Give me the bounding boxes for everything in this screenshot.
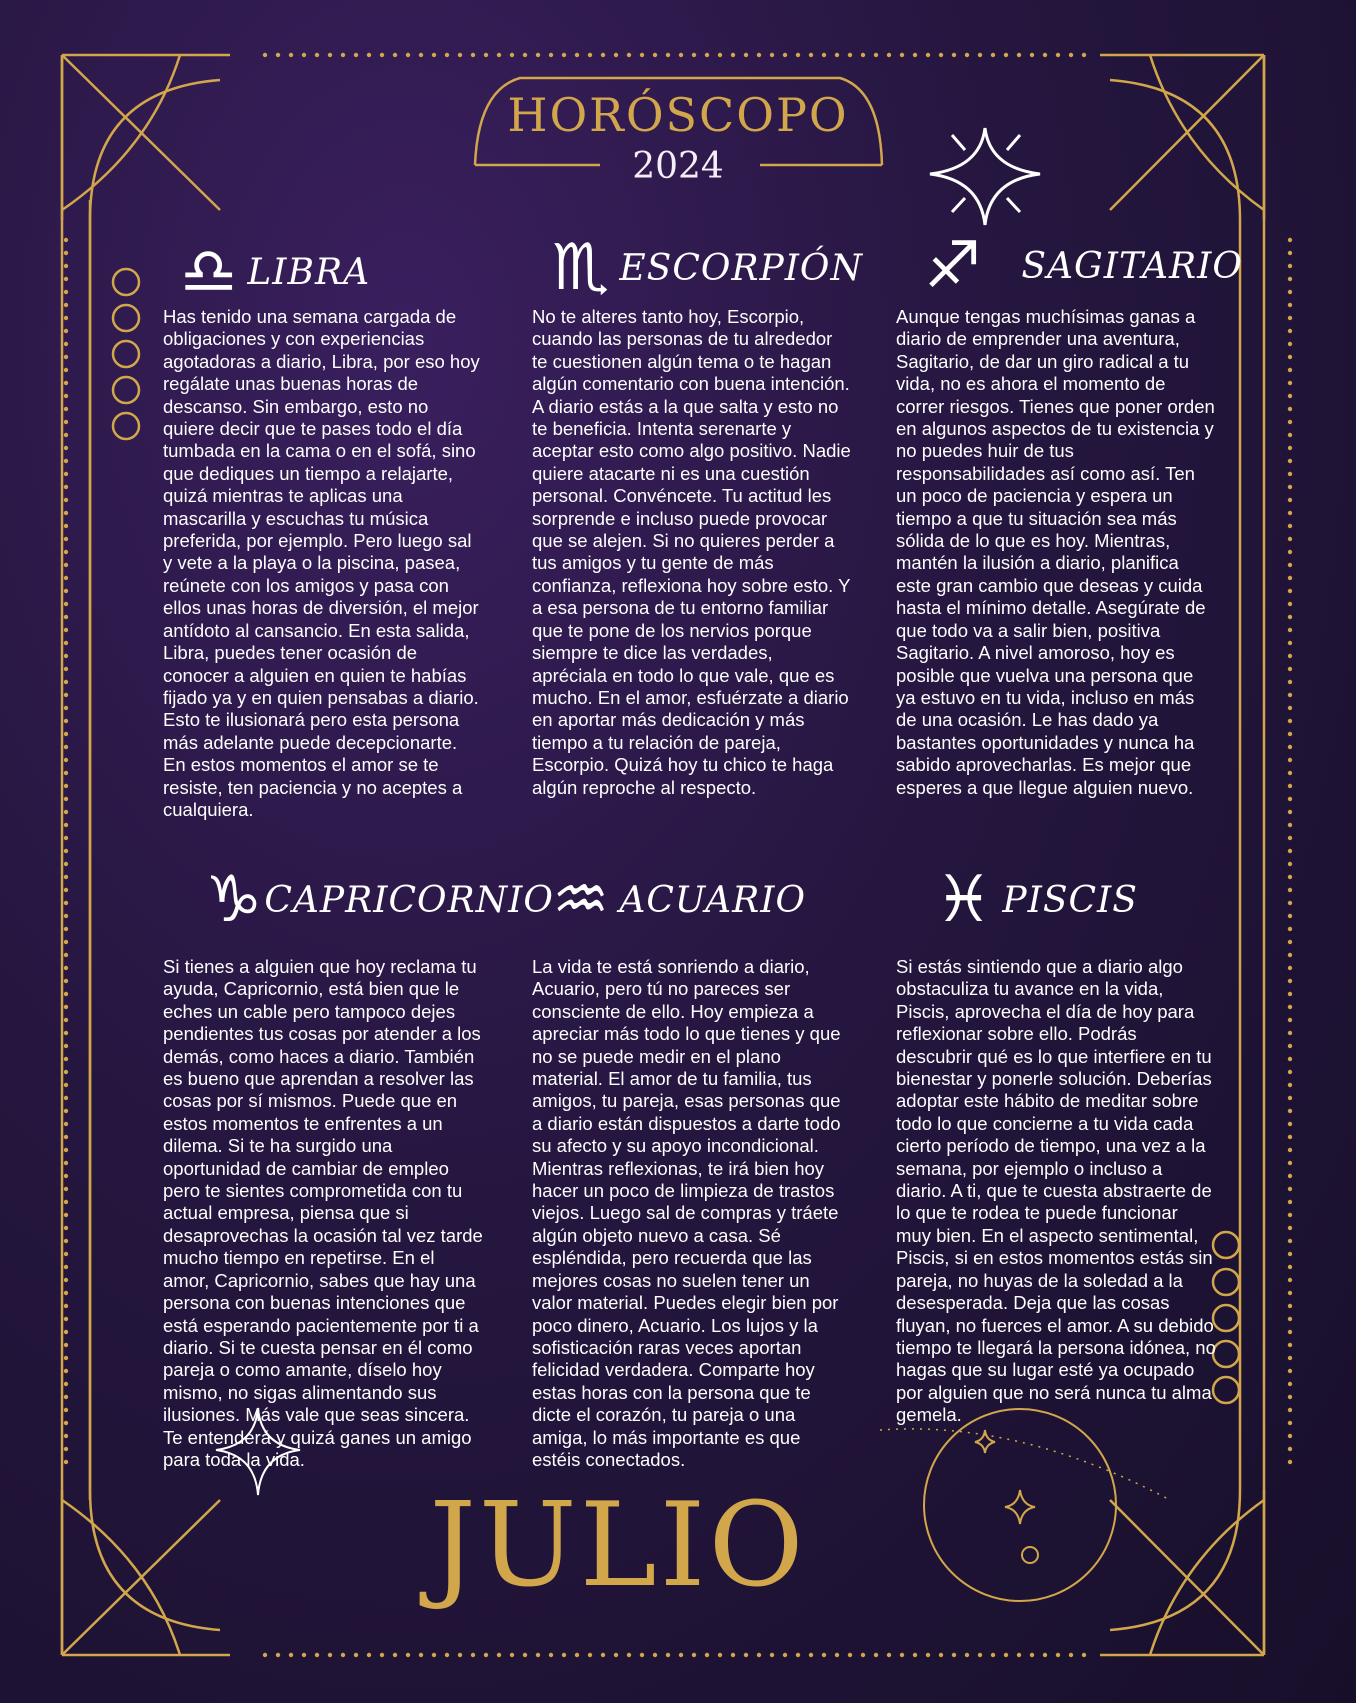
aquarius-title: ACUARIO (619, 879, 806, 921)
sagittarius-text: Aunque tengas muchísimas ganas a diario de emprender una aventura, Sagitario, de dar un giro radical a tu vida, no es ahora el momento de correr riesgos. Tienes que poner orden en algunos aspectos de tu existencia y no puedes huir de tus responsabilidades así como así. Ten un poco de paciencia y espera un tiempo a que tu situación sea más sólida de lo que es hoy. Mientras, mantén la ilusión a diario, planifica este gran cambio que deseas y cuida hasta el mínimo detalle. Asegúrate de que todo va a salir bien, positiva Sagitario. A nivel amoroso, hoy es posible que vuelva una persona que ya estuvo en tu vida, incluso en más de una ocasión. Le has dado ya bastantes oportunidades y nunca ha sabido aprovecharlas. Es mejor que esperes a que llegue alguien nuevo. (896, 306, 1215, 798)
scorpio-text: No te alteres tanto hoy, Escorpio, cuando las personas de tu alrededor te cuestionen algún tema o te hagan algún comentario con buena intención. A diario estás a la que salta y esto no te beneficia. Intenta serenarte y aceptar esto como algo positivo. Nadie quiere atacarte ni es una cuestión personal. Convéncete. Tu actitud les sorprende e incluso puede provocar que se alejen. Si no quieres perder a tus amigos y tu gente de más confianza, reflexiona hoy sobre esto. Y a esa persona de tu entorno familiar que te pone de los nervios porque siempre te dice las verdades, apréciala en todo lo que vale, que es mucho. En el amor, esfuérzate a diario en aportar más dedicación y más tiempo a tu relación de pareja, Escorpio. Quizá hoy tu chico te haga algún reproche al respecto. (532, 306, 851, 798)
year-label: 2024 (632, 146, 724, 187)
capricorn-title: CAPRICORNIO (264, 879, 554, 921)
aquarius-heading (552, 863, 806, 937)
pisces-heading (935, 863, 1138, 937)
aquarius-icon: ♒ (552, 863, 610, 937)
libra-heading (180, 235, 371, 309)
libra-title: LIBRA (247, 251, 371, 293)
scorpio-icon: ♏ (552, 231, 610, 305)
sagittarius-icon: ♐ (924, 229, 982, 303)
sagittarius-heading (924, 229, 1243, 303)
libra-icon: ♎ (180, 235, 238, 309)
sagittarius-title: SAGITARIO (1021, 245, 1243, 287)
scorpio-heading (552, 231, 863, 305)
capricorn-text: Si tienes a alguien que hoy reclama tu ayuda, Capricornio, está bien que le eches un cable pero tampoco dejes pendientes tus cosas por atender a los demás, como haces a diario. También es bueno que aprendan a resolver las cosas por sí mismos. Puede que en estos momentos te enfrentes a un dilema. Si te ha surgido una oportunidad de cambiar de empleo pero te sientes comprometida con tu actual empresa, piensa que si desaprovechas la ocasión tal vez tarde mucho tiempo en repetirse. En el amor, Capricornio, sabes que hay una persona con buenas intenciones que está esperando pacientemente por ti a diario. Si te cuesta pensar en él como pareja o como amante, díselo hoy mismo, no sigas alimentando sus ilusiones. Más vale que seas sincera. Te entenderá y quizá ganes un amigo para toda la vida. (163, 956, 483, 1470)
pisces-text: Si estás sintiendo que a diario algo obstaculiza tu avance en la vida, Piscis, aprovecha el día de hoy para reflexionar sobre ello. Podrás descubrir qué es lo que interfiere en tu bienestar y ponerle solución. Deberías adoptar este hábito de meditar sobre todo lo que concierne a tu vida cada cierto período de tiempo, una vez a la semana, por ejemplo o incluso a diario. A ti, que te cuesta abstraerte de lo que te rodea te puede funcionar muy bien. En el aspecto sentimental, Piscis, si en estos momentos estás sin pareja, no huyas de la soledad a la desesperada. Deja que las cosas fluyan, no fuerces el amor. A su debido tiempo te llegará la persona idónea, no hagas que su lugar esté ya ocupado por alguien que no será nunca tu alma gemela. (896, 956, 1216, 1426)
pisces-title: PISCIS (1002, 879, 1138, 921)
scorpio-title: ESCORPIÓN (619, 247, 863, 289)
pisces-icon: ♓ (935, 863, 993, 937)
page-title: HORÓSCOPO (507, 88, 849, 142)
aquarius-text: La vida te está sonriendo a diario, Acuario, pero tú no pareces ser consciente de ello. Hoy empieza a apreciar más todo lo que tienes y que no se puede medir en el plano material. El amor de tu familia, tus amigos, tu pareja, esas personas que a diario están dispuestos a darte todo su afecto y su apoyo incondicional. Mientras reflexionas, te irá bien hoy hacer un poco de limpieza de trastos viejos. Luego sal de compras y tráete algún objeto nuevo a casa. Sé espléndida, pero recuerda que las mejores cosas no suelen tener un valor material. Puedes elegir bien por poco dinero, Acuario. Los lujos y la sofisticación raras veces aportan felicidad verdadera. Comparte hoy estas horas con la persona que te dicte el corazón, tu pareja o una amiga, lo más importante es que estéis conectados. (532, 956, 841, 1470)
libra-text: Has tenido una semana cargada de obligaciones y con experiencias agotadoras a diario, Libra, por eso hoy regálate unas buenas horas de descanso. Sin embargo, esto no quiere decir que te pases todo el día tumbada en la cama o en el sofá, sino que dediques un tiempo a relajarte, quizá mientras te aplicas una mascarilla y escuchas tu música preferida, por ejemplo. Pero luego sal y vete a la playa o la piscina, pasea, reúnete con los amigos y pasa con ellos unas horas de diversión, el mejor antídoto al cansancio. En esta salida, Libra, puedes tener ocasión de conocer a alguien en quien te habías fijado ya y en quien pensabas a diario. Esto te ilusionará pero esta persona más adelante puede decepcionarte. En estos momentos el amor se te resiste, ten paciencia y no aceptes a cualquiera. (163, 306, 480, 820)
capricorn-heading (205, 863, 554, 937)
month-title: JULIO (429, 1478, 807, 1613)
capricorn-icon: ♑ (205, 863, 263, 937)
